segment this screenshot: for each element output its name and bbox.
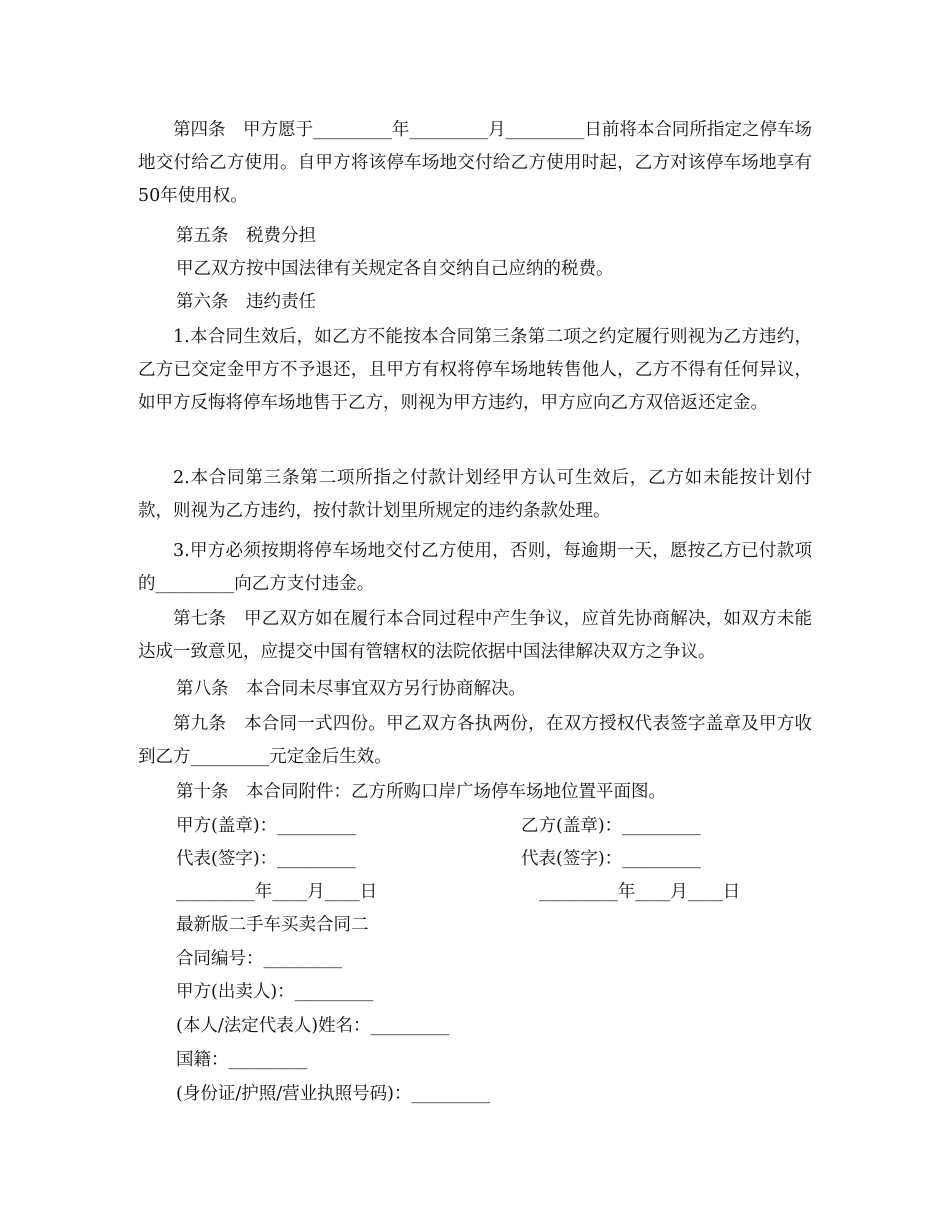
next-contract-title: 最新版二手车买卖合同二 [176,915,369,935]
nationality-field: 国籍：_________ [176,1050,308,1070]
article-6-item-1: 1.本合同生效后，如乙方不能按本合同第三条第二项之约定履行则视为乙方违约，乙方已交定金甲方不予退还，且甲方有权将停车场地转售他人，乙方不得有任何异议，如甲方反悔将停车场地售于乙方，则视为甲方违约，甲方应向乙方双倍返还定金。 [138,327,812,413]
party-a-seal: 甲方(盖章)：_________ [176,816,356,836]
article-6-title: 第六条 违约责任 [176,292,316,312]
id-number-field: (身份证/护照/营业执照号码)：_________ [176,1084,491,1104]
article-6-item-3: 3.甲方必须按期将停车场地交付乙方使用，否则，每逾期一天，愿按乙方已付款项的_________向乙方支付违金。 [138,541,812,594]
party-b-seal: 乙方(盖章)：_________ [521,816,701,836]
article-5-body: 甲乙双方按中国法律有关规定各自交纳自己应纳的税费。 [176,259,614,279]
article-4: 第四条 甲方愿于_________年_________月_________日前将本合同所指定之停车场地交付给乙方使用。自甲方将该停车场地交付给乙方使用时起，乙方对该停车场地享有50年使用权。 [138,120,812,206]
article-7: 第七条 甲乙双方如在履行本合同过程中产生争议，应首先协商解决，如双方未能达成一致意见，应提交中国有管辖权的法院依据中国法律解决双方之争议。 [138,609,812,662]
article-6-item-2: 2.本合同第三条第二项所指之付款计划经甲方认可生效后，乙方如未能按计划付款，则视为乙方违约，按付款计划里所规定的违约条款处理。 [138,468,812,521]
article-9: 第九条 本合同一式四份。甲乙双方各执两份，在双方授权代表签字盖章及甲方收到乙方_________元定金后生效。 [138,714,812,767]
article-10: 第十条 本合同附件：乙方所购口岸广场停车场地位置平面图。 [176,782,666,802]
seller-name-field: (本人/法定代表人)姓名：_________ [176,1016,450,1036]
article-8: 第八条 本合同未尽事宜双方另行协商解决。 [176,679,526,699]
contract-number: 合同编号：_________ [176,949,343,969]
article-5-title: 第五条 税费分担 [176,226,316,246]
seller-field: 甲方(出卖人)：_________ [176,982,374,1002]
party-a-date: _________年____月____日 [176,882,378,902]
party-a-representative: 代表(签字)：_________ [176,849,356,869]
party-b-representative: 代表(签字)：_________ [521,849,701,869]
party-b-date: _________年____月____日 [539,882,741,902]
